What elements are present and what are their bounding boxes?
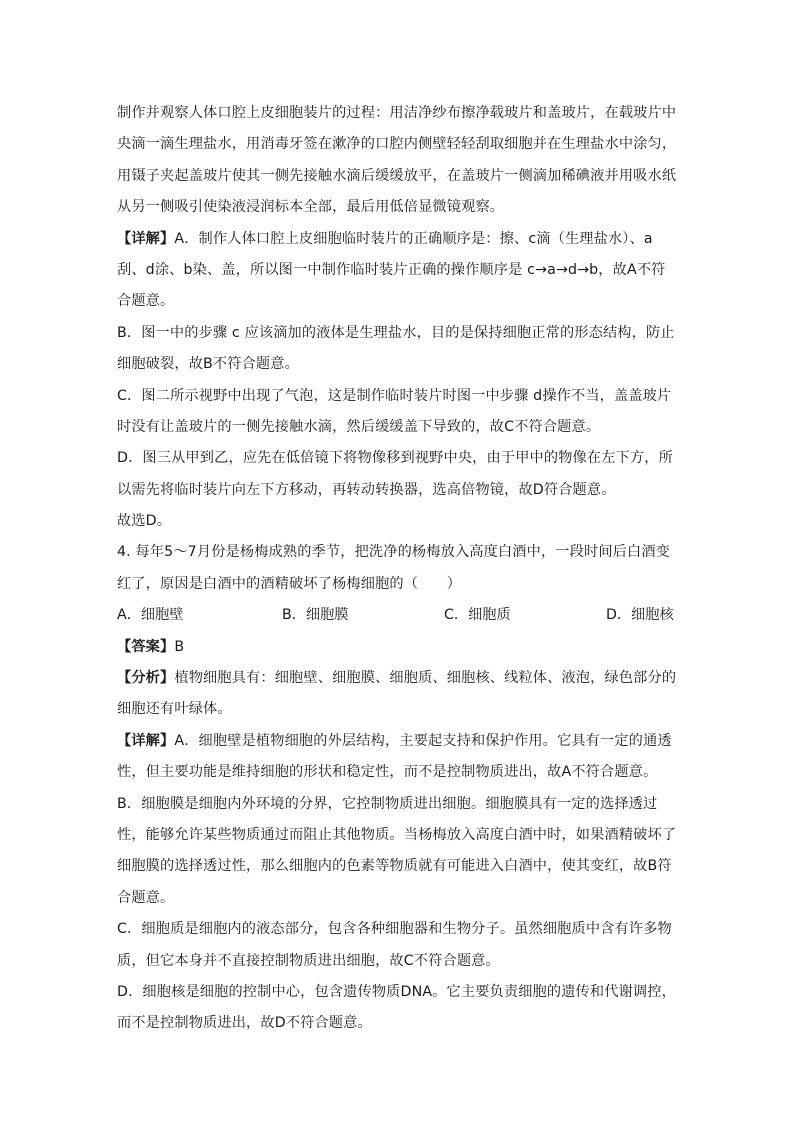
detail-tag: 【详解】 [117,732,175,749]
text-line: 性，但主要功能是维持细胞的形状和稳定性，而不是控制物质进出，故A不符合题意。 [117,764,658,781]
analysis-text: 植物细胞具有：细胞壁、细胞膜、细胞质、细胞核、线粒体、液泡，绿色部分的 [174,670,677,687]
document-body [117,98,677,1040]
answer-value: B [174,638,185,655]
text-line: 质，但它本身并不直接控制物质进出细胞，故C不符合题意。 [117,952,500,969]
text-line: D．图三从甲到乙，应先在低倍镜下将物像移到视野中央，由于甲中的物像在左下方，所 [117,450,673,467]
text-line: 细胞破裂，故B不符合题意。 [117,356,299,373]
detail-text: A．细胞壁是植物细胞的外层结构，主要起支持和保护作用。它具有一定的通透 [174,732,672,749]
text-line: 细胞膜的选择透过性，那么细胞内的色素等物质就有可能进入白酒中，使其变红，故B符 [117,858,672,875]
text-line: 央滴一滴生理盐水，用消毒牙签在漱净的口腔内侧壁轻轻刮取细胞并在生理盐水中涂匀， [117,136,677,153]
text-line: C．细胞质是细胞内的液态部分，包含各种细胞器和生物分子。虽然细胞质中含有许多物 [117,921,672,938]
analysis-line [117,663,677,694]
text-line: C．图二所示视野中出现了气泡，这是制作临时装片时图一中步骤 d操作不当，盖盖玻片 [117,387,672,404]
option-b: B．细胞膜 [282,607,349,624]
answer-line [117,632,677,663]
text-line: 从另一侧吸引使染液浸润标本全部，最后用低倍显微镜观察。 [117,199,505,216]
text-line: D．细胞核是细胞的控制中心，包含遗传物质DNA。它主要负责细胞的遗传和代谢调控， [117,983,676,1000]
analysis-tag: 【分析】 [117,670,175,687]
text-line: 以需先将临时装片向左下方移动，再转动转换器，选高倍物镜，故D符合题意。 [117,481,616,498]
detail-text: A．制作人体口腔上皮细胞临时装片的正确顺序是：擦、c滴（生理盐水）、a [174,230,653,247]
text-line: B．图一中的步骤 c 应该滴加的液体是生理盐水，目的是保持细胞正常的形态结构，防止 [117,324,675,341]
conclusion-line: 故选D。 [117,513,172,530]
text-line: 细胞还有叶绿体。 [117,701,232,718]
answer-options [117,600,677,631]
text-line: 时没有让盖玻片的一侧先接触水滴，然后缓缓盖下导致的，故C不符合题意。 [117,418,601,435]
text-line: 而不是控制物质进出，故D不符合题意。 [117,1015,372,1032]
text-line: 合题意。 [117,293,175,310]
text-line: 用镊子夹起盖玻片使其一侧先接触水滴后缓缓放平，在盖玻片一侧滴加稀碘液并用吸水纸 [117,167,677,184]
question-stem-line: 4. 每年5～7月份是杨梅成熟的季节，把洗净的杨梅放入高度白酒中，一段时间后白酒变 [117,544,671,561]
option-a: A．细胞壁 [117,607,184,624]
option-d: D．细胞核 [606,607,674,624]
text-line: 性，能够允许某些物质通过而阻止其他物质。当杨梅放入高度白酒中时，如果酒精破坏了 [117,826,677,843]
detail-heading-line [117,726,677,757]
question-stem-line: 红了，原因是白酒中的酒精破坏了杨梅细胞的（ ） [117,575,462,592]
text-line: 合题意。 [117,889,175,906]
detail-tag: 【详解】 [117,230,175,247]
option-c: C．细胞质 [444,607,511,624]
detail-heading-line [117,224,677,255]
text-line: 制作并观察人体口腔上皮细胞装片的过程：用洁净纱布擦净载玻片和盖玻片，在载玻片中 [117,105,677,121]
answer-tag: 【答案】 [117,638,175,655]
text-line: B．细胞膜是细胞内外环境的分界，它控制物质进出细胞。细胞膜具有一定的选择透过 [117,795,658,812]
text-line: 刮、d涂、b染、盖，所以图一中制作临时装片正确的操作顺序是 c→a→d→b，故A不符 [117,261,666,278]
